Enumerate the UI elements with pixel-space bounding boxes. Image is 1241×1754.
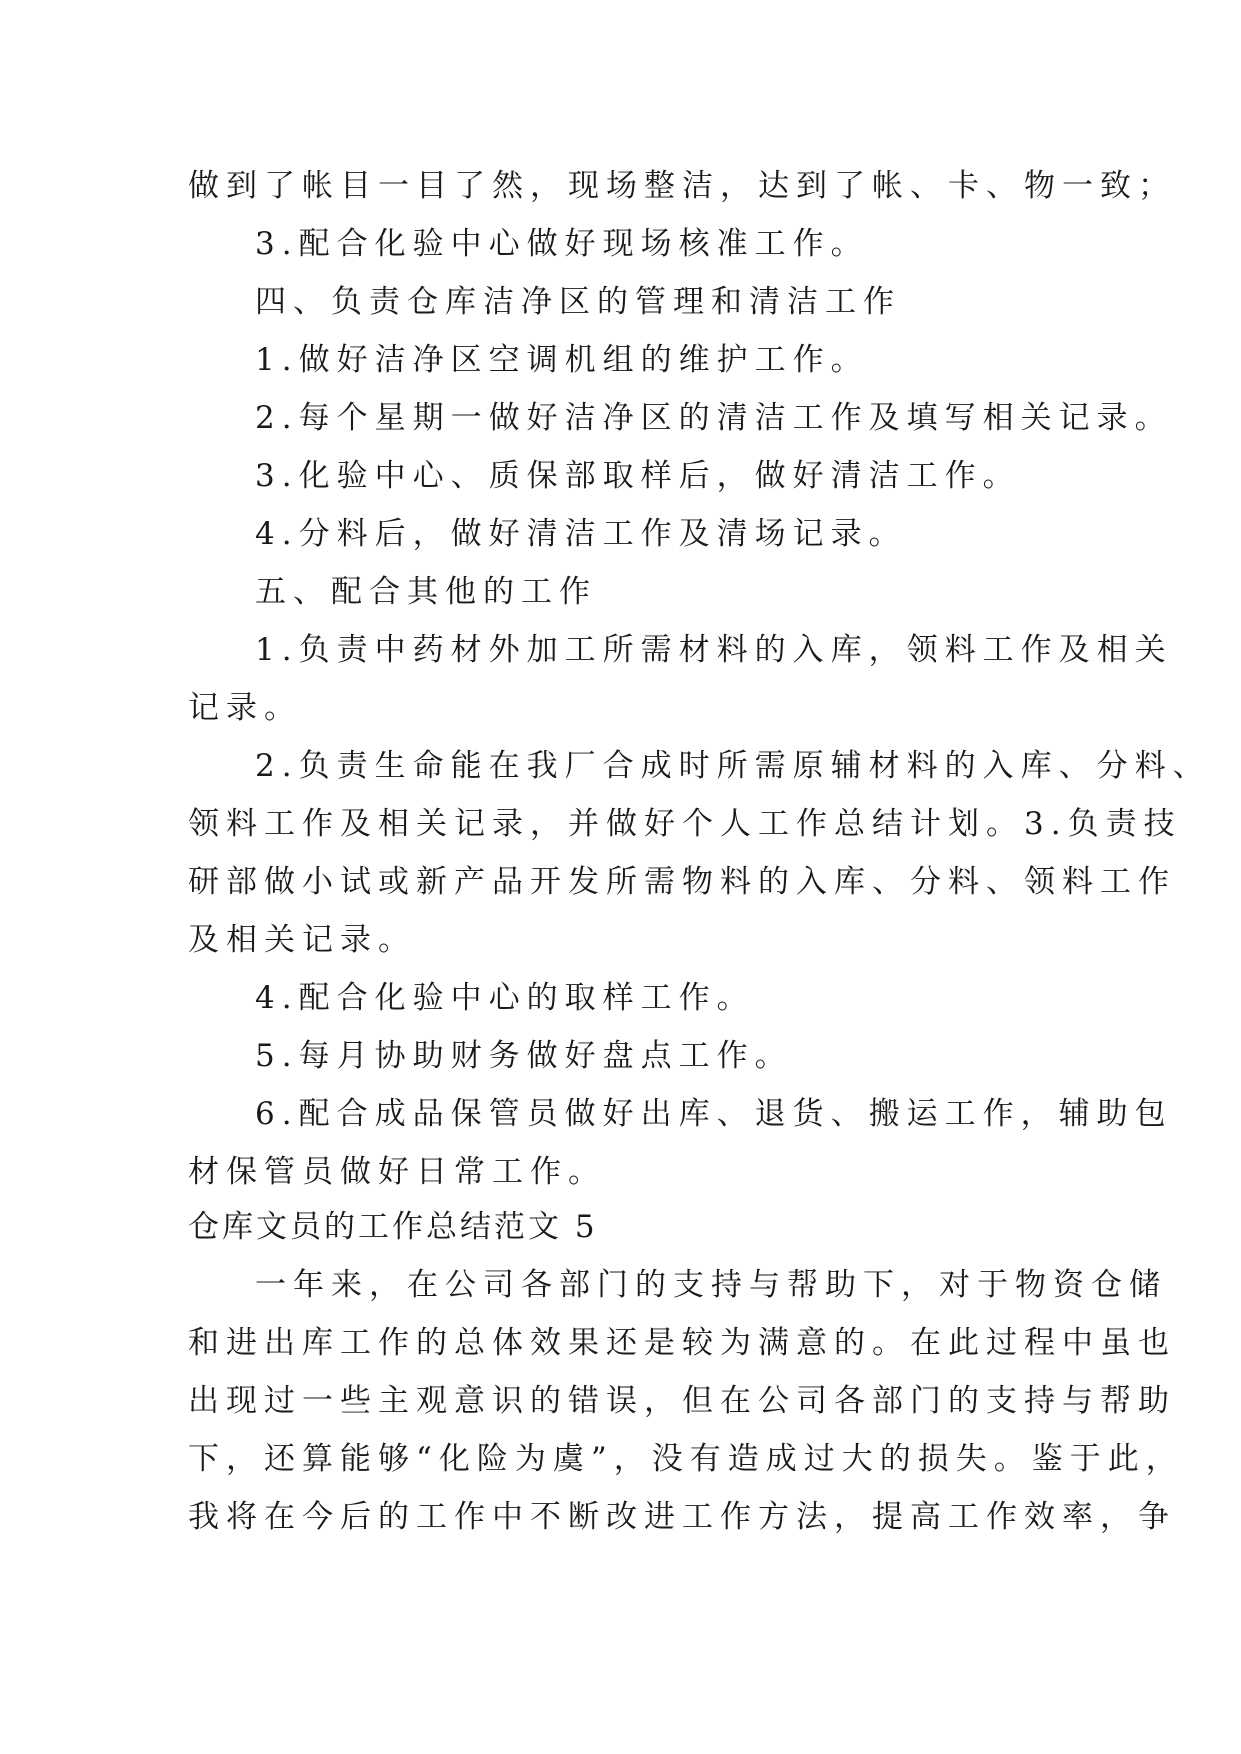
paragraph-line: 我将在今后的工作中不断改进工作方法，提高工作效率，争 xyxy=(188,1499,1176,1535)
paragraph-line: 一年来，在公司各部门的支持与帮助下，对于物资仓储 xyxy=(255,1267,1167,1303)
section-heading: 四、负责仓库洁净区的管理和清洁工作 xyxy=(255,284,901,320)
paragraph-line: 研部做小试或新产品开发所需物料的入库、分料、领料工作 xyxy=(188,864,1176,900)
paragraph-line: 出现过一些主观意识的错误，但在公司各部门的支持与帮助 xyxy=(188,1383,1176,1419)
list-item: 2.负责生命能在我厂合成时所需原辅材料的入库、分料、 xyxy=(255,748,1211,784)
paragraph-line: 和进出库工作的总体效果还是较为满意的。在此过程中虽也 xyxy=(188,1325,1176,1361)
list-item: 1.做好洁净区空调机组的维护工作。 xyxy=(255,342,869,378)
paragraph-line: 领料工作及相关记录，并做好个人工作总结计划。3.负责技 xyxy=(188,806,1182,842)
paragraph-line: 记录。 xyxy=(188,690,302,726)
list-item: 3.配合化验中心做好现场核准工作。 xyxy=(255,226,869,262)
paragraph-line: 下，还算能够“化险为虞”，没有造成过大的损失。鉴于此， xyxy=(188,1441,1184,1477)
list-item: 4.配合化验中心的取样工作。 xyxy=(255,980,755,1016)
list-item: 2.每个星期一做好洁净区的清洁工作及填写相关记录。 xyxy=(255,400,1173,436)
list-item: 5.每月协助财务做好盘点工作。 xyxy=(255,1038,793,1074)
section-heading: 五、配合其他的工作 xyxy=(255,574,597,610)
paragraph-line: 做到了帐目一目了然，现场整洁，达到了帐、卡、物一致； xyxy=(188,168,1176,204)
article-title: 仓库文员的工作总结范文 5 xyxy=(188,1209,598,1245)
list-item: 1.负责中药材外加工所需材料的入库，领料工作及相关 xyxy=(255,632,1173,668)
list-item: 3.化验中心、质保部取样后，做好清洁工作。 xyxy=(255,458,1021,494)
paragraph-line: 材保管员做好日常工作。 xyxy=(188,1154,606,1190)
list-item: 4.分料后，做好清洁工作及清场记录。 xyxy=(255,516,907,552)
paragraph-line: 及相关记录。 xyxy=(188,922,416,958)
list-item: 6.配合成品保管员做好出库、退货、搬运工作，辅助包 xyxy=(255,1096,1173,1132)
